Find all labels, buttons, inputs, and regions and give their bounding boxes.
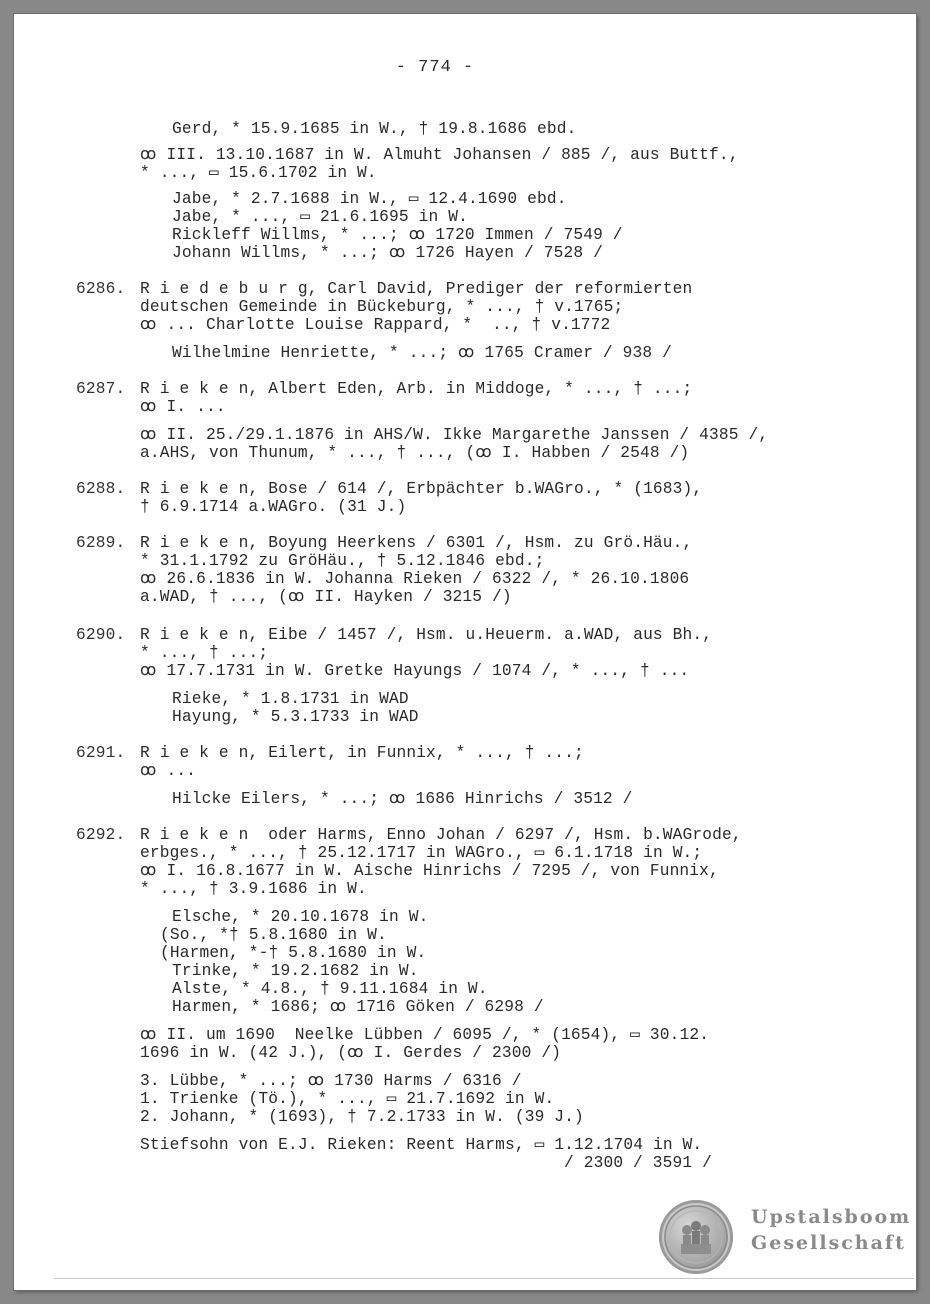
text-line: 3. Lübbe, * ...; ꝏ 1730 Harms / 6316 / (140, 1072, 522, 1090)
text-line: 1696 in W. (42 J.), (ꝏ I. Gerdes / 2300 /) (140, 1044, 562, 1062)
text-line: * ..., † ...; (140, 644, 269, 662)
text-line: † 6.9.1714 a.WAGro. (31 J.) (140, 498, 407, 516)
text-line: Jabe, * ..., ▭ 21.6.1695 in W. (172, 208, 468, 226)
text-line: R i e k e n, Albert Eden, Arb. in Middoge, * ..., † ...; (140, 380, 693, 398)
brand-line-2: Gesellschaft (751, 1232, 906, 1254)
text-line: Trinke, * 19.2.1682 in W. (172, 962, 419, 980)
text-line: Rickleff Willms, * ...; ꝏ 1720 Immen / 7549 / (172, 226, 623, 244)
text-line: ꝏ II. um 1690 Neelke Lübben / 6095 /, * (1654), ▭ 30.12. (140, 1026, 710, 1044)
seal-icon (659, 1200, 733, 1274)
text-line: R i e k e n, Eilert, in Funnix, * ..., † ...; (140, 744, 584, 762)
entry-number: 6291. (76, 744, 126, 762)
publisher-logo (659, 1200, 912, 1276)
text-line: ꝏ ... Charlotte Louise Rappard, * .., † v.1772 (140, 316, 611, 334)
text-line: deutschen Gemeinde in Bückeburg, * ..., † v.1765; (140, 298, 624, 316)
text-line: ꝏ II. 25./29.1.1876 in AHS/W. Ikke Margarethe Janssen / 4385 /, (140, 426, 769, 444)
text-line: a.WAD, † ..., (ꝏ II. Hayken / 3215 /) (140, 588, 512, 606)
entry-number: 6292. (76, 826, 126, 844)
entry-number: 6290. (76, 626, 126, 644)
text-line: Hilcke Eilers, * ...; ꝏ 1686 Hinrichs / 3512 / (172, 790, 633, 808)
text-line: ꝏ I. ... (140, 398, 226, 416)
text-line: Elsche, * 20.10.1678 in W. (172, 908, 429, 926)
text-line: a.AHS, von Thunum, * ..., † ..., (ꝏ I. Habben / 2548 /) (140, 444, 690, 462)
text-line: * ..., ▭ 15.6.1702 in W. (140, 164, 377, 182)
text-line: Stiefsohn von E.J. Rieken: Reent Harms, ▭ 1.12.1704 in W. (140, 1136, 703, 1154)
text-line: Johann Willms, * ...; ꝏ 1726 Hayen / 7528 / (172, 244, 603, 262)
text-line: (So., *† 5.8.1680 in W. (160, 926, 387, 944)
text-line: ꝏ ... (140, 762, 197, 780)
text-line: ꝏ I. 16.8.1677 in W. Aische Hinrichs / 7295 /, von Funnix, (140, 862, 719, 880)
text-line: R i e k e n oder Harms, Enno Johan / 6297 /, Hsm. b.WAGrode, (140, 826, 742, 844)
text-line: Jabe, * 2.7.1688 in W., ▭ 12.4.1690 ebd. (172, 190, 567, 208)
text-line: Gerd, * 15.9.1685 in W., † 19.8.1686 ebd. (172, 120, 577, 138)
text-line: ꝏ III. 13.10.1687 in W. Almuht Johansen / 885 /, aus Buttf., (140, 146, 739, 164)
text-line: R i e d e b u r g, Carl David, Prediger der reformierten (140, 280, 693, 298)
text-line: Rieke, * 1.8.1731 in WAD (172, 690, 409, 708)
entry-number: 6286. (76, 280, 126, 298)
brand-line-1: Upstalsboom (751, 1206, 912, 1228)
document-page (14, 14, 916, 1290)
text-line: Wilhelmine Henriette, * ...; ꝏ 1765 Cramer / 938 / (172, 344, 672, 362)
text-line: Hayung, * 5.3.1733 in WAD (172, 708, 419, 726)
text-line: ꝏ 17.7.1731 in W. Gretke Hayungs / 1074 /, * ..., † ... (140, 662, 690, 680)
entry-number: 6289. (76, 534, 126, 552)
text-line: erbges., * ..., † 25.12.1717 in WAGro., ▭ 6.1.1718 in W.; (140, 844, 703, 862)
text-line: Alste, * 4.8., † 9.11.1684 in W. (172, 980, 488, 998)
text-line: 1. Trienke (Tö.), * ..., ▭ 21.7.1692 in W. (140, 1090, 555, 1108)
text-line: / 2300 / 3591 / (564, 1154, 712, 1172)
entry-number: 6287. (76, 380, 126, 398)
text-line: R i e k e n, Boyung Heerkens / 6301 /, Hsm. zu Grö.Häu., (140, 534, 693, 552)
text-line: ꝏ 26.6.1836 in W. Johanna Rieken / 6322 /, * 26.10.1806 (140, 570, 690, 588)
bottom-rule (54, 1278, 914, 1279)
entry-number: 6288. (76, 480, 126, 498)
text-line: 2. Johann, * (1693), † 7.2.1733 in W. (39 J.) (140, 1108, 584, 1126)
text-line: * 31.1.1792 zu GröHäu., † 5.12.1846 ebd.; (140, 552, 545, 570)
text-line: R i e k e n, Bose / 614 /, Erbpächter b.WAGro., * (1683), (140, 480, 703, 498)
text-line: (Harmen, *-† 5.8.1680 in W. (160, 944, 427, 962)
text-line: * ..., † 3.9.1686 in W. (140, 880, 367, 898)
page-number: - 774 - (395, 58, 475, 77)
text-line: R i e k e n, Eibe / 1457 /, Hsm. u.Heuerm. a.WAD, aus Bh., (140, 626, 713, 644)
text-line: Harmen, * 1686; ꝏ 1716 Göken / 6298 / (172, 998, 544, 1016)
